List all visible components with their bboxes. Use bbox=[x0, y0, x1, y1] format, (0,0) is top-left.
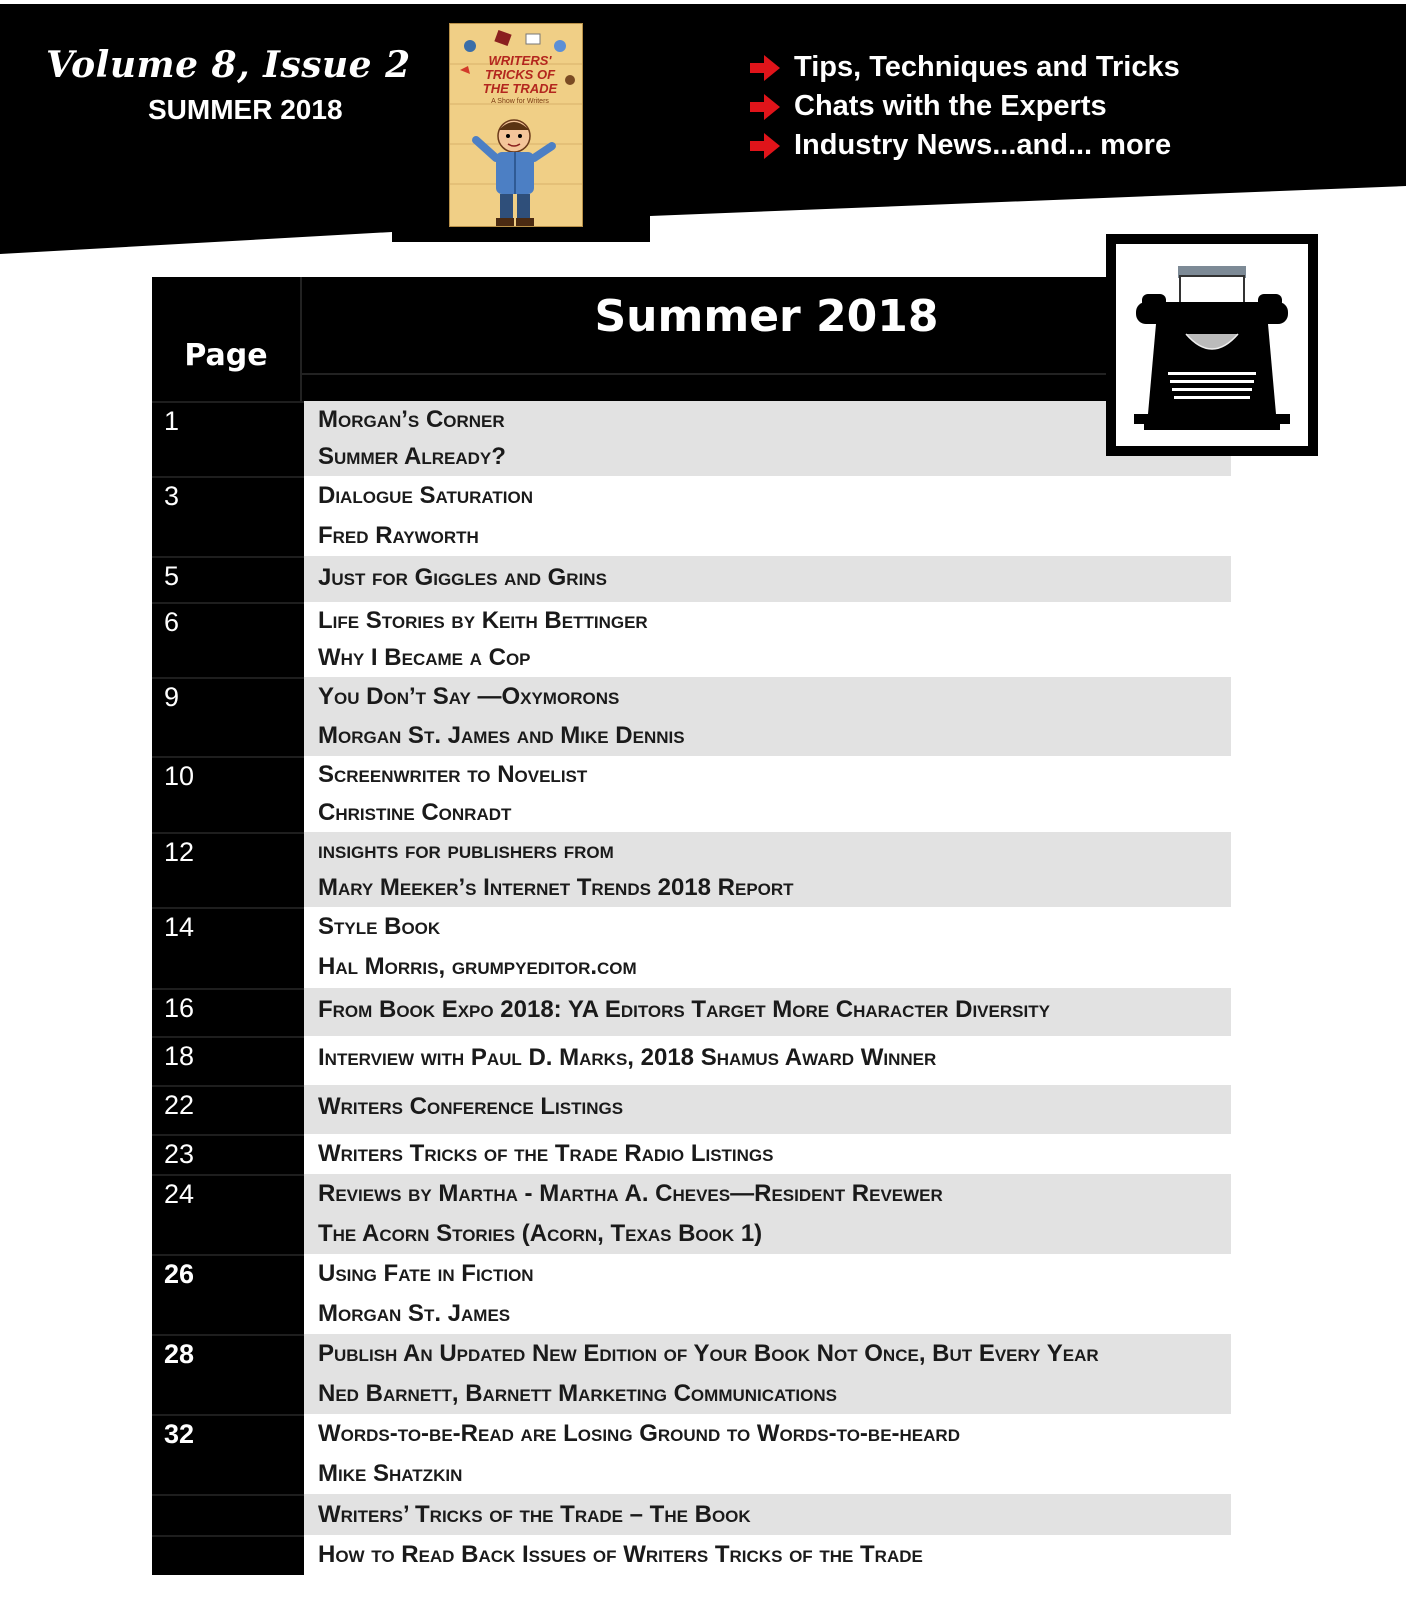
entry-cell bbox=[304, 1085, 1231, 1134]
feature-bullets bbox=[750, 48, 1180, 165]
entry-cell bbox=[304, 988, 1231, 1036]
entry-cell bbox=[304, 1494, 1231, 1535]
page-number: 14 bbox=[164, 912, 195, 942]
cover-title-line: THE TRADE bbox=[482, 81, 558, 96]
typewriter-icon bbox=[1116, 244, 1308, 446]
page-number-cell bbox=[152, 832, 304, 907]
toc-row bbox=[152, 1254, 1231, 1334]
page-number: 16 bbox=[164, 993, 195, 1023]
toc-entry: Why I Became a Cop bbox=[318, 644, 531, 671]
bullet-item bbox=[750, 48, 1180, 87]
entry-cell bbox=[304, 1254, 1231, 1334]
toc-rows bbox=[152, 401, 1231, 1575]
page-number-cell bbox=[152, 988, 304, 1036]
toc-entry: Writers’ Tricks of the Trade – The Book bbox=[318, 1501, 751, 1528]
header-divider bbox=[302, 373, 1231, 375]
page-number-cell bbox=[152, 1414, 304, 1494]
toc-entry: Morgan St. James bbox=[318, 1300, 511, 1327]
page-number: 18 bbox=[164, 1041, 195, 1071]
red-arrow-icon bbox=[750, 94, 780, 120]
page-number-cell bbox=[152, 401, 304, 476]
entry-cell bbox=[304, 1036, 1231, 1085]
season-label: SUMMER 2018 bbox=[148, 94, 343, 125]
toc-row bbox=[152, 756, 1231, 832]
entry-cell bbox=[304, 401, 1231, 476]
page-number-cell bbox=[152, 907, 304, 988]
toc-entry: You Don’t Say —Oxymorons bbox=[318, 683, 620, 710]
page-number-cell bbox=[152, 1494, 304, 1535]
toc-entry: Words-to-be-Read are Losing Ground to Words-to-be-heard bbox=[318, 1420, 960, 1447]
toc-entry: insights for publishers from bbox=[318, 837, 614, 864]
bullet-text: Industry News...and... more bbox=[794, 129, 1172, 161]
toc-row bbox=[152, 988, 1231, 1036]
bullet-item bbox=[750, 126, 1180, 165]
bullet-text: Chats with the Experts bbox=[794, 90, 1107, 122]
page-number: 10 bbox=[164, 761, 195, 791]
page-number: 26 bbox=[164, 1259, 195, 1289]
header-band bbox=[0, 0, 1406, 260]
toc-entry: Morgan St. James and Mike Dennis bbox=[318, 722, 685, 749]
toc-entry: Mary Meeker’s Internet Trends 2018 Report bbox=[318, 874, 794, 901]
toc-entry: Just for Giggles and Grins bbox=[318, 564, 607, 591]
toc-row bbox=[152, 602, 1231, 677]
entry-cell bbox=[304, 1134, 1231, 1174]
title-column-header bbox=[302, 277, 1231, 401]
toc-entry: Using Fate in Fiction bbox=[318, 1260, 534, 1287]
page-number-cell bbox=[152, 556, 304, 602]
red-arrow-icon bbox=[750, 133, 780, 159]
toc-entry: Hal Morris, grumpyeditor.com bbox=[318, 953, 637, 980]
toc-row bbox=[152, 1174, 1231, 1254]
cover-subtitle: A Show for Writers bbox=[491, 98, 549, 105]
toc-header bbox=[152, 277, 1231, 401]
toc-entry: Morgan’s Corner bbox=[318, 406, 505, 433]
page-header-label: Page bbox=[184, 338, 268, 373]
toc-entry: Mike Shatzkin bbox=[318, 1460, 463, 1487]
entry-cell bbox=[304, 832, 1231, 907]
bullet-text: Tips, Techniques and Tricks bbox=[794, 51, 1180, 83]
entry-cell bbox=[304, 556, 1231, 602]
toc-row bbox=[152, 832, 1231, 907]
toc-row bbox=[152, 556, 1231, 602]
toc-entry: Writers Conference Listings bbox=[318, 1093, 624, 1120]
page-number: 1 bbox=[164, 406, 180, 436]
toc-row bbox=[152, 476, 1231, 556]
toc-row bbox=[152, 1494, 1231, 1535]
toc-row bbox=[152, 907, 1231, 988]
volume-issue: Volume 8, Issue 2 bbox=[46, 44, 411, 86]
toc-entry: Writers Tricks of the Trade Radio Listings bbox=[318, 1140, 774, 1167]
toc-row bbox=[152, 1085, 1231, 1134]
bullet-item bbox=[750, 87, 1180, 126]
page-number-cell bbox=[152, 1535, 304, 1575]
toc-entry: Ned Barnett, Barnett Marketing Communications bbox=[318, 1380, 837, 1407]
toc-entry: Reviews by Martha - Martha A. Cheves—Resident Revewer bbox=[318, 1180, 943, 1207]
toc-entry: How to Read Back Issues of Writers Tricks of the Trade bbox=[318, 1541, 923, 1568]
page-number: 12 bbox=[164, 837, 195, 867]
typewriter-frame bbox=[1106, 234, 1318, 456]
cover-title bbox=[480, 54, 560, 96]
toc-row bbox=[152, 401, 1231, 476]
cover-title-line: WRITERS' bbox=[488, 53, 552, 68]
toc-row bbox=[152, 1134, 1231, 1174]
page-column-header bbox=[152, 277, 302, 401]
toc-entry: Style Book bbox=[318, 913, 441, 940]
page-number-cell bbox=[152, 1334, 304, 1414]
page-number-cell bbox=[152, 1174, 304, 1254]
page-number-cell bbox=[152, 1254, 304, 1334]
toc-entry: Life Stories by Keith Bettinger bbox=[318, 607, 648, 634]
entry-cell bbox=[304, 756, 1231, 832]
page-number: 22 bbox=[164, 1090, 195, 1120]
toc-row bbox=[152, 1414, 1231, 1494]
toc-row bbox=[152, 1334, 1231, 1414]
toc-title: Summer 2018 bbox=[594, 291, 939, 342]
page-number: 32 bbox=[164, 1419, 195, 1449]
toc-entry: Interview with Paul D. Marks, 2018 Shamus Award Winner bbox=[318, 1044, 937, 1071]
entry-cell bbox=[304, 476, 1231, 556]
toc-entry: Summer Already? bbox=[318, 443, 506, 470]
red-arrow-icon bbox=[750, 55, 780, 81]
page-number: 6 bbox=[164, 607, 180, 637]
page-number: 3 bbox=[164, 481, 180, 511]
page-number-cell bbox=[152, 1036, 304, 1085]
toc-table bbox=[152, 277, 1231, 1575]
entry-cell bbox=[304, 1174, 1231, 1254]
entry-cell bbox=[304, 677, 1231, 756]
page-number-cell bbox=[152, 756, 304, 832]
entry-cell bbox=[304, 602, 1231, 677]
typewriter-panel bbox=[1116, 244, 1308, 446]
page-number: 5 bbox=[164, 561, 180, 591]
toc-entry: Screenwriter to Novelist bbox=[318, 761, 588, 788]
toc-entry: The Acorn Stories (Acorn, Texas Book 1) bbox=[318, 1220, 763, 1247]
entry-cell bbox=[304, 1334, 1231, 1414]
toc-entry: Publish An Updated New Edition of Your Book Not Once, But Every Year bbox=[318, 1340, 1099, 1367]
toc-row bbox=[152, 1535, 1231, 1575]
toc-row bbox=[152, 677, 1231, 756]
entry-cell bbox=[304, 907, 1231, 988]
page-number-cell bbox=[152, 677, 304, 756]
page-number-cell bbox=[152, 1134, 304, 1174]
page-number: 28 bbox=[164, 1339, 195, 1369]
entry-cell bbox=[304, 1535, 1231, 1575]
entry-cell bbox=[304, 1414, 1231, 1494]
page-number-cell bbox=[152, 602, 304, 677]
cover-title-line: TRICKS OF bbox=[484, 67, 556, 82]
page-number: 9 bbox=[164, 682, 180, 712]
toc-entry: Christine Conradt bbox=[318, 799, 512, 826]
book-cover bbox=[449, 23, 583, 227]
toc-entry: Fred Rayworth bbox=[318, 522, 479, 549]
page-number-cell bbox=[152, 1085, 304, 1134]
page-number: 23 bbox=[164, 1139, 195, 1169]
page-number: 24 bbox=[164, 1179, 195, 1209]
toc-entry: Dialogue Saturation bbox=[318, 482, 534, 509]
toc-row bbox=[152, 1036, 1231, 1085]
toc-entry: From Book Expo 2018: YA Editors Target More Character Diversity bbox=[318, 996, 1050, 1023]
page-number-cell bbox=[152, 476, 304, 556]
